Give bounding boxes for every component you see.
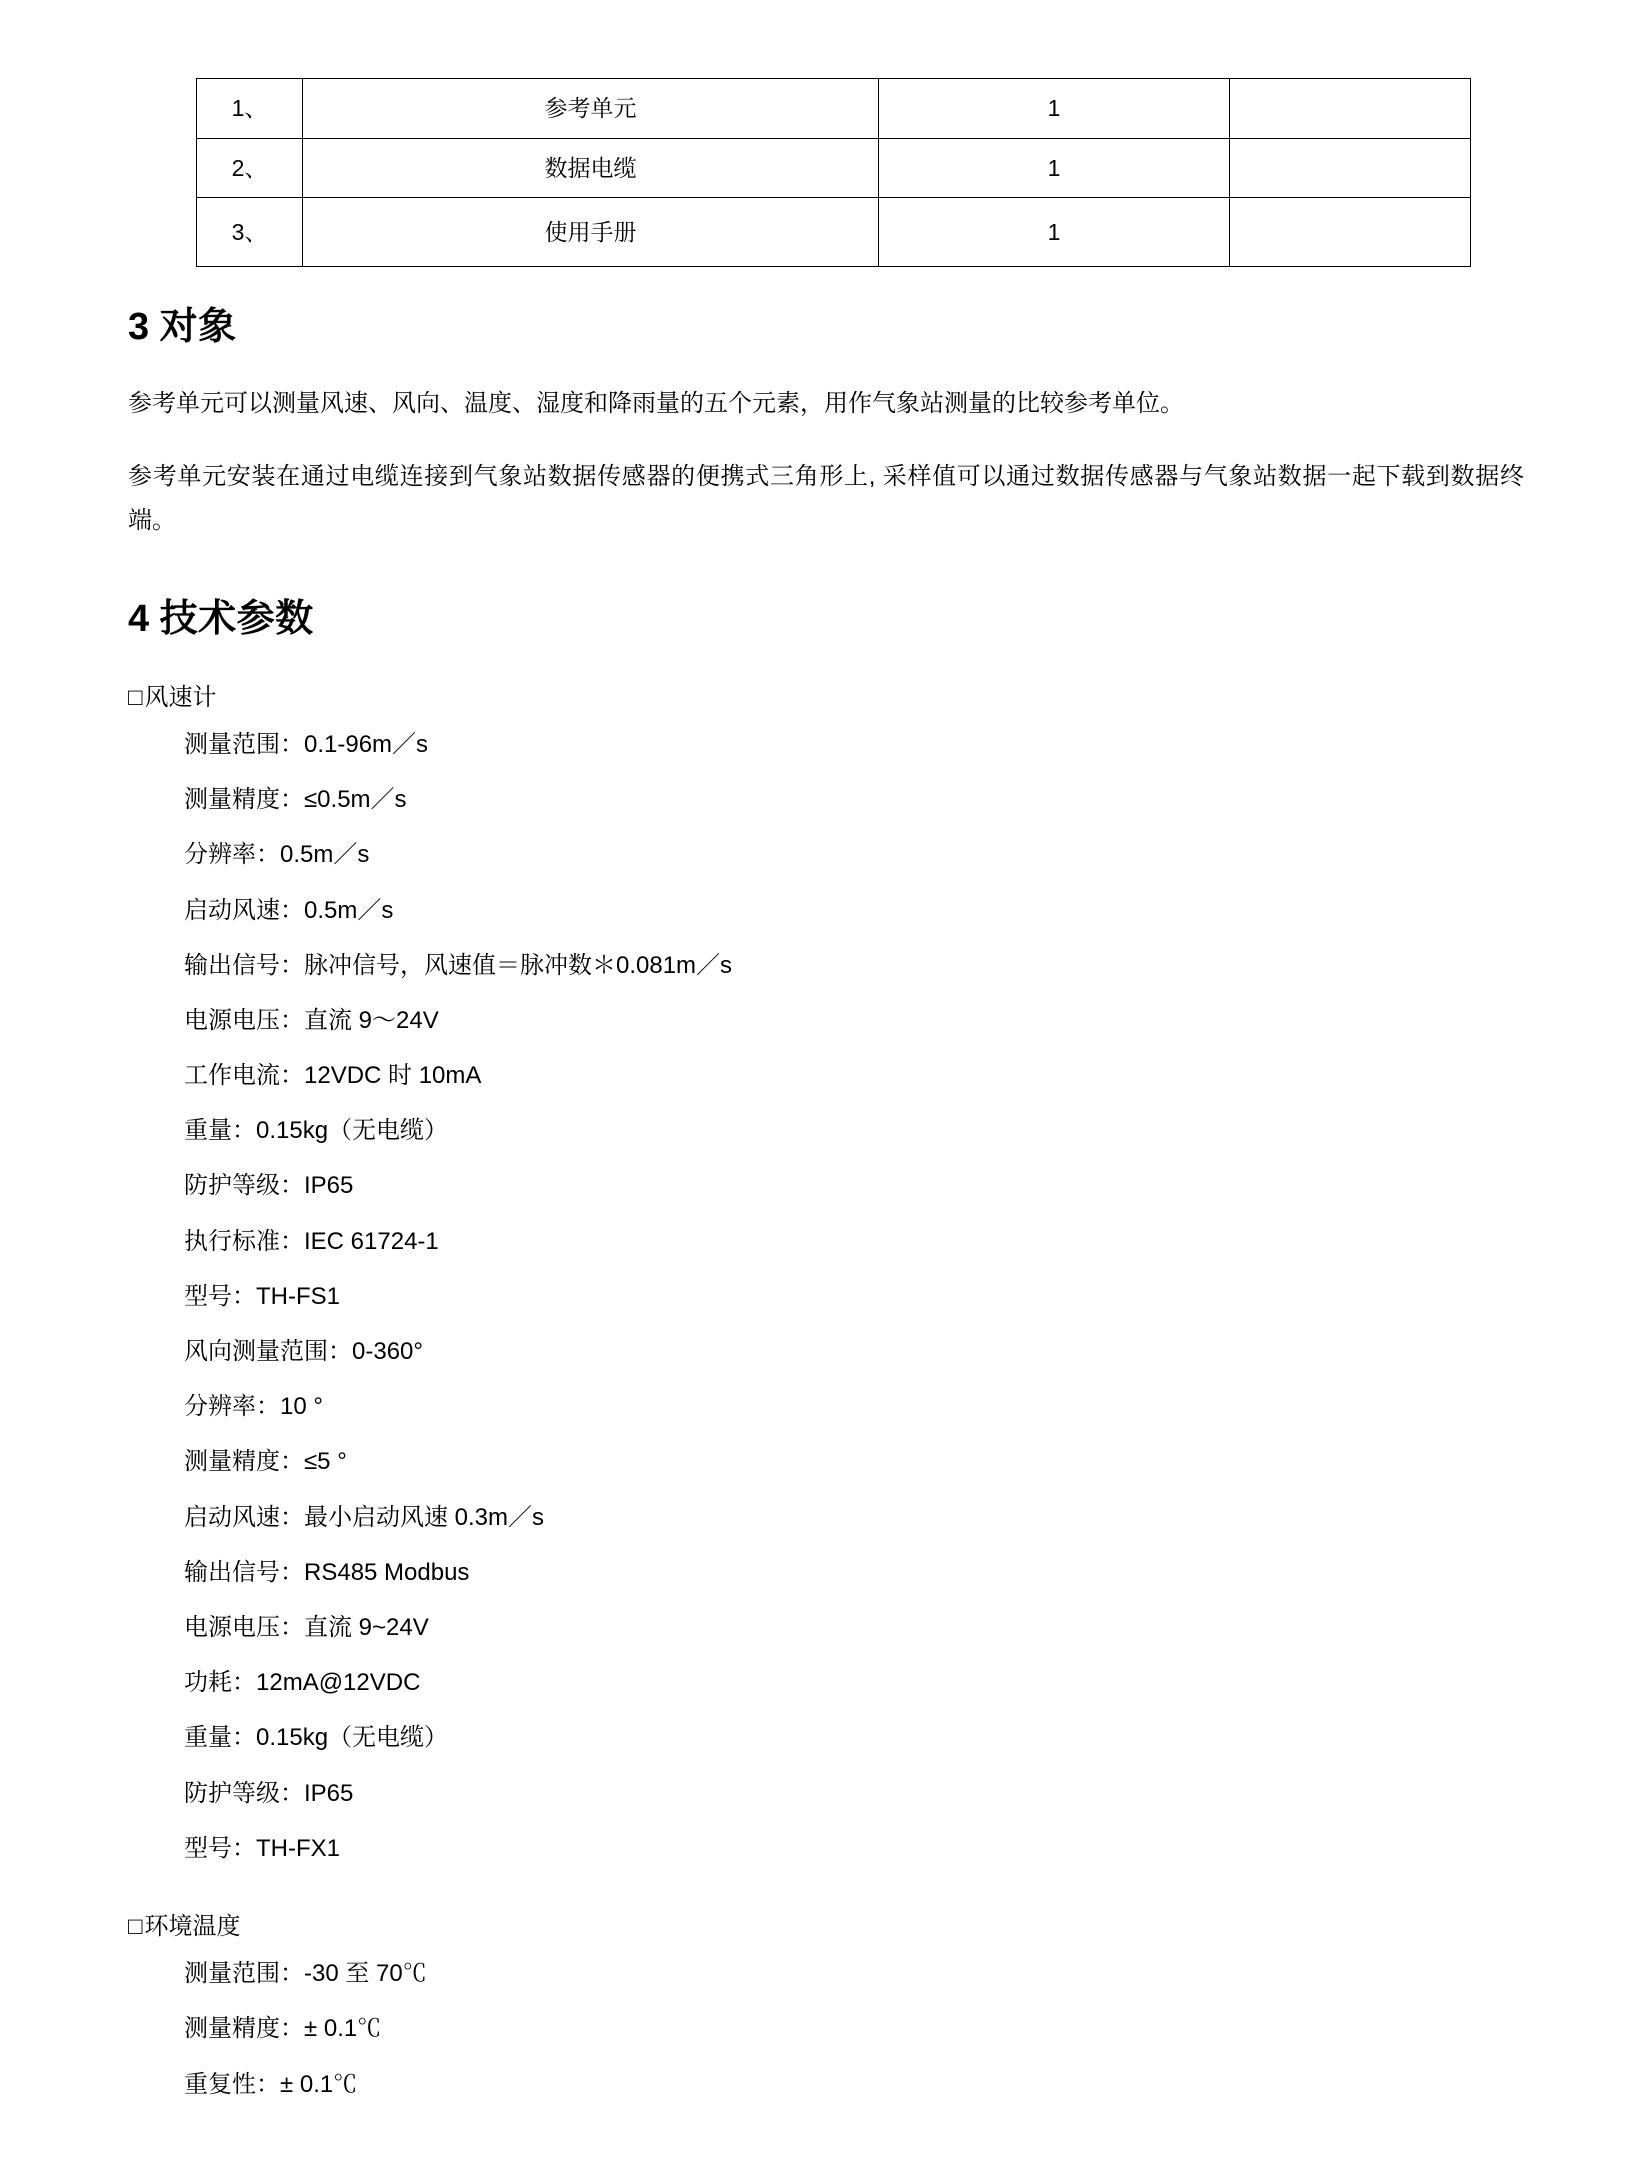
- spec-label: 分辨率：: [184, 841, 280, 869]
- spec-group-anemometer-title: [128, 679, 1524, 717]
- spec-label: 工作电流：: [184, 1062, 304, 1090]
- spec-label: 测量精度：: [184, 1448, 304, 1476]
- spec-item: [184, 2001, 1524, 2056]
- spec-value: IP65: [304, 1779, 354, 1807]
- spec-item: [184, 938, 1524, 993]
- spec-item: [184, 1600, 1524, 1655]
- spec-value: IEC 61724-1: [304, 1227, 439, 1255]
- checkbox-icon: □: [128, 1912, 143, 1940]
- spec-label: 风向测量范围：: [184, 1338, 352, 1365]
- section-4-number: 4: [128, 598, 150, 641]
- spec-value: 0.5m／s: [304, 896, 394, 924]
- spec-value: 0.15kg（无电缆）: [256, 1724, 449, 1752]
- spec-item: [184, 883, 1524, 938]
- spec-value: 最小启动风速 0.3m／s: [304, 1503, 545, 1531]
- packing-list-table: [196, 78, 1471, 267]
- section-4-title: 技术参数: [159, 598, 314, 641]
- spec-label: 测量精度：: [184, 2015, 304, 2043]
- spec-value: ± 0.1℃: [280, 2070, 358, 2098]
- spec-value: -30 至 70℃: [304, 1960, 427, 1988]
- spec-item: [184, 1324, 1524, 1379]
- spec-label: 防护等级：: [184, 1779, 304, 1807]
- table-row: [197, 198, 1471, 267]
- spec-item: [184, 827, 1524, 882]
- spec-value: 0.1-96m／s: [304, 730, 429, 758]
- spec-label: 测量范围：: [184, 730, 304, 758]
- spec-label: 重复性：: [184, 2070, 280, 2098]
- cell-name: 使用手册: [303, 198, 879, 267]
- table-body: [197, 79, 1471, 267]
- paragraph-object-1: 参考单元可以测量风速、风向、温度、湿度和降雨量的五个元素，用作气象站测量的比较参考单位。: [128, 390, 1184, 418]
- spec-item: [184, 1545, 1524, 1600]
- spec-value: 12mA@12VDC: [256, 1669, 421, 1697]
- spec-value: ≤5 °: [304, 1448, 347, 1476]
- paragraph-object-2: 参考单元安装在通过电缆连接到气象站数据传感器的便携式三角形上, 采样值可以通过数据传感器与气象站数据一起下载到数据终端。: [128, 462, 1524, 534]
- cell-qty: 1: [879, 138, 1230, 198]
- cell-remark: [1230, 79, 1471, 139]
- spec-item: [184, 1158, 1524, 1213]
- spec-value: 0.15kg（无电缆）: [256, 1117, 449, 1145]
- spec-value: 0-360°: [352, 1338, 423, 1365]
- spec-item: [184, 1655, 1524, 1710]
- spec-label: 分辨率：: [184, 1393, 280, 1421]
- spec-value: IP65: [304, 1172, 354, 1200]
- spec-item: [184, 1766, 1524, 1821]
- cell-index: 3、: [197, 198, 303, 267]
- table-row: [197, 79, 1471, 139]
- spec-label: 电源电压：: [184, 1613, 304, 1641]
- spec-item: [184, 1434, 1524, 1489]
- spec-value: 直流 9～24V: [304, 1006, 439, 1034]
- spec-item: [184, 1710, 1524, 1765]
- spec-item: [184, 1490, 1524, 1545]
- cell-remark: [1230, 138, 1471, 198]
- spec-label: 电源电压：: [184, 1006, 304, 1034]
- cell-index: 1、: [197, 79, 303, 139]
- spec-label: 型号：: [184, 1834, 256, 1862]
- checkbox-icon: □: [128, 683, 143, 711]
- spec-item: [184, 1379, 1524, 1434]
- spec-label: 执行标准：: [184, 1227, 304, 1255]
- spec-value: TH-FS1: [256, 1282, 340, 1310]
- spec-item: [184, 1214, 1524, 1269]
- spec-list-anemometer: [128, 717, 1524, 1876]
- spec-label: 启动风速：: [184, 1503, 304, 1531]
- cell-name: 参考单元: [303, 79, 879, 139]
- section-3-number: 3: [128, 306, 150, 348]
- heading-section-3: [128, 301, 1524, 354]
- spec-value: RS485 Modbus: [304, 1558, 470, 1586]
- spec-label: 测量精度：: [184, 786, 304, 814]
- spec-label: 防护等级：: [184, 1172, 304, 1200]
- cell-index: 2、: [197, 138, 303, 198]
- spec-value: ≤0.5m／s: [304, 786, 407, 814]
- spec-group-ambient-temp-title: [128, 1908, 1524, 1946]
- spec-label: 启动风速：: [184, 896, 304, 924]
- heading-section-4: [128, 593, 1524, 646]
- section-3-title: 对象: [159, 306, 237, 348]
- cell-qty: 1: [879, 79, 1230, 139]
- spec-label: 输出信号：: [184, 951, 304, 979]
- spec-value: 脉冲信号，风速值＝脉冲数＊0.081m／s: [304, 951, 733, 979]
- spec-value: 12VDC 时 10mA: [304, 1062, 482, 1090]
- spec-item: [184, 1103, 1524, 1158]
- spec-item: [184, 717, 1524, 772]
- spec-group-label: 风速计: [144, 683, 217, 711]
- spec-label: 测量范围：: [184, 1960, 304, 1988]
- spec-list-ambient-temp: [128, 1946, 1524, 2112]
- spec-value: 10 °: [280, 1393, 323, 1421]
- spec-item: [184, 1946, 1524, 2001]
- cell-name: 数据电缆: [303, 138, 879, 198]
- spec-value: TH-FX1: [256, 1834, 340, 1862]
- spec-label: 重量：: [184, 1117, 256, 1145]
- spec-group-label: 环境温度: [144, 1912, 241, 1940]
- spec-item: [184, 2057, 1524, 2112]
- spec-item: [184, 1821, 1524, 1876]
- spec-label: 输出信号：: [184, 1558, 304, 1586]
- spec-label: 型号：: [184, 1282, 256, 1310]
- table-row: [197, 138, 1471, 198]
- spec-value: 直流 9~24V: [304, 1613, 429, 1641]
- spec-item: [184, 772, 1524, 827]
- spec-item: [184, 1269, 1524, 1324]
- spec-value: 0.5m／s: [280, 841, 370, 869]
- spec-label: 功耗：: [184, 1669, 256, 1697]
- spec-item: [184, 993, 1524, 1048]
- cell-qty: 1: [879, 198, 1230, 267]
- cell-remark: [1230, 198, 1471, 267]
- spec-label: 重量：: [184, 1724, 256, 1752]
- spec-value: ± 0.1℃: [304, 2015, 382, 2043]
- spec-item: [184, 1048, 1524, 1103]
